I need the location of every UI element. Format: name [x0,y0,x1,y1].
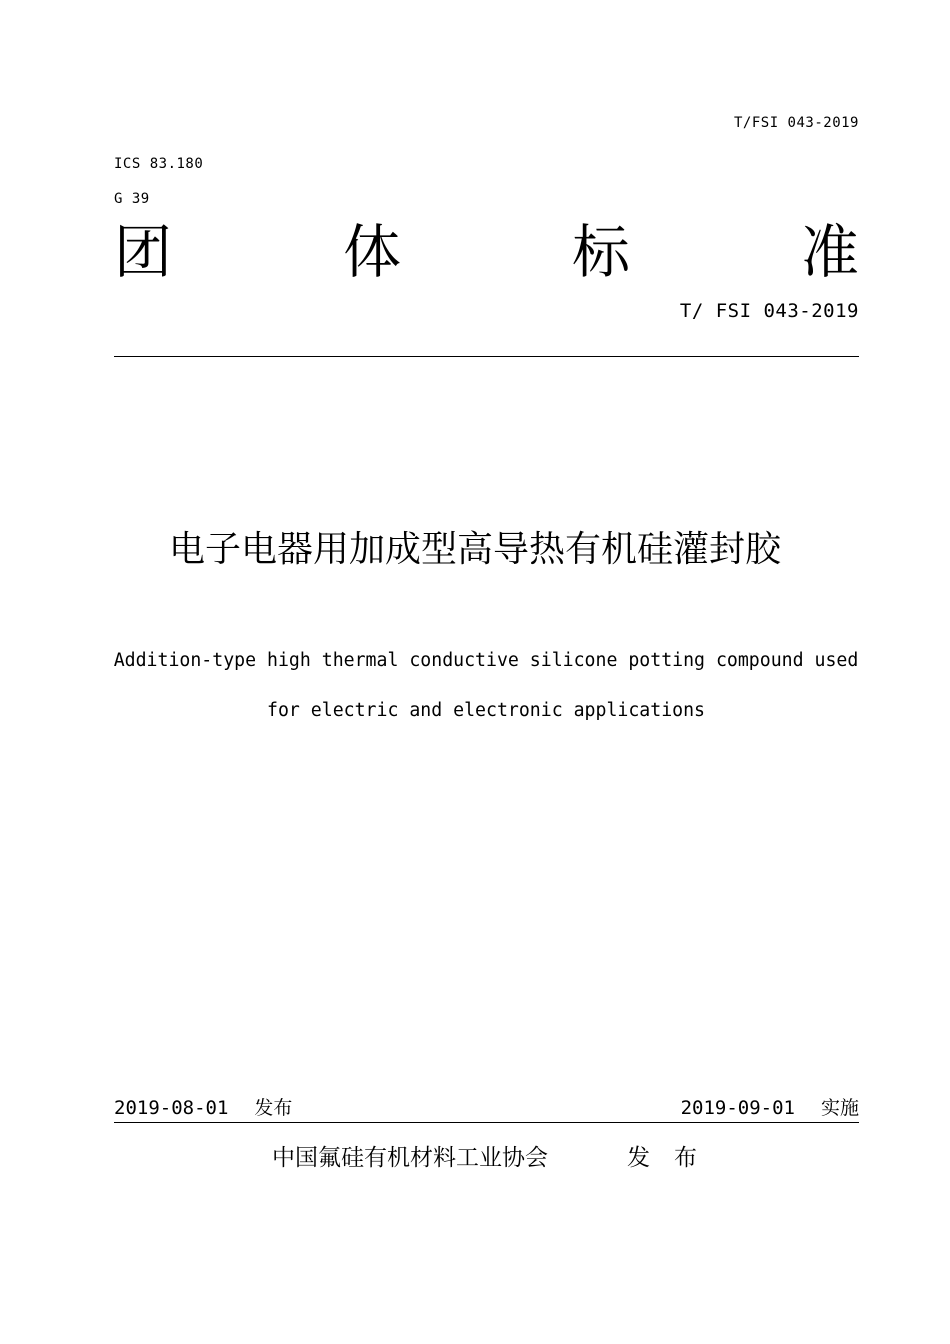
implement-date-group [681,1094,859,1122]
ics-classification: ICS 83.180 [114,156,204,172]
implement-label: 实施 [820,1097,859,1119]
publish-date-group [114,1094,292,1122]
standard-number: T/ FSI 043-2019 [679,300,859,322]
category-char: 标 [571,218,630,286]
implement-date: 2019-09-01 [680,1097,795,1119]
publish-label: 发布 [254,1097,293,1119]
top-standard-code: T/FSI 043-2019 [733,115,859,131]
document-title-chinese: 电子电器用加成型高导热有机硅灌封胶 [168,529,781,570]
category-char: 体 [342,218,401,286]
ccs-classification: G 39 [114,191,150,207]
dates-row [114,1094,859,1123]
document-title-english-line2: for electric and electronic applications [267,700,705,721]
publish-word: 发布 [627,1145,721,1171]
publish-date: 2019-08-01 [114,1097,229,1119]
category-char: 准 [800,218,859,286]
category-char: 团 [114,218,173,286]
document-title-english-line1: Addition-type high thermal conductive silicone potting compound used [113,650,859,671]
standard-category-title [114,212,859,292]
publisher-name: 中国氟硅有机材料工业协会 [272,1145,548,1171]
header-divider [114,356,859,357]
